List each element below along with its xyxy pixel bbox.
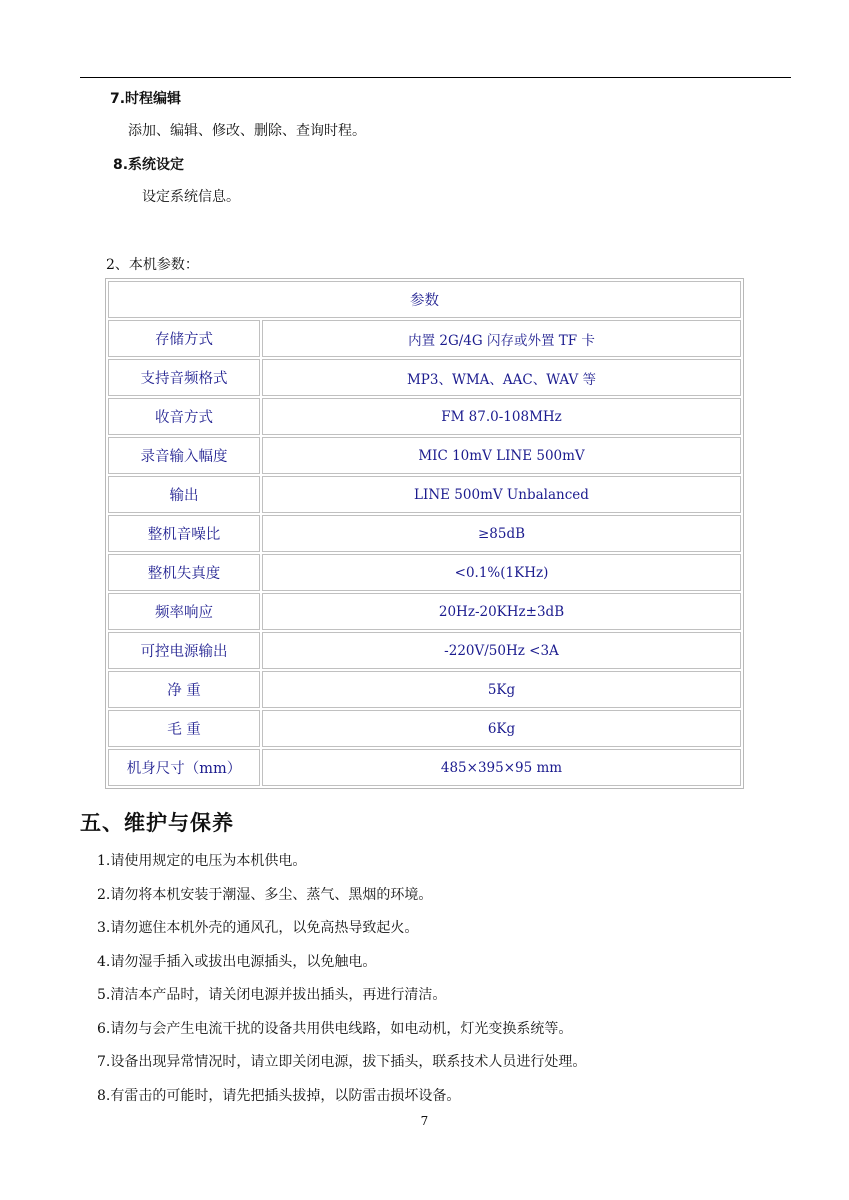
- param-name: 频率响应: [108, 593, 260, 630]
- param-name: 整机失真度: [108, 554, 260, 591]
- param-value: 20Hz-20KHz±3dB: [262, 593, 741, 630]
- param-value: 内置 2G/4G 闪存或外置 TF 卡: [262, 320, 741, 357]
- param-value: 5Kg: [262, 671, 741, 708]
- list-item: 1.请使用规定的电压为本机供电。: [97, 853, 307, 869]
- param-value: 6Kg: [262, 710, 741, 747]
- table-row: [108, 476, 741, 513]
- table-row: [108, 593, 741, 630]
- section8-heading: 8.系统设定: [113, 157, 185, 173]
- table-row: [108, 437, 741, 474]
- table-header: 参数: [108, 281, 741, 318]
- table-row: [108, 320, 741, 357]
- table-row: [108, 632, 741, 669]
- param-value: MIC 10mV LINE 500mV: [262, 437, 741, 474]
- section7-heading: 7.时程编辑: [110, 91, 182, 107]
- list-item: 2.请勿将本机安装于潮湿、多尘、蒸气、黑烟的环境。: [97, 886, 433, 903]
- page-number: 7: [420, 1114, 429, 1128]
- param-value: FM 87.0-108MHz: [262, 398, 741, 435]
- param-name: 录音输入幅度: [108, 437, 260, 474]
- table-row: [108, 749, 741, 786]
- table-row: [108, 398, 741, 435]
- table-row: [108, 710, 741, 747]
- list-item: 8.有雷击的可能时，请先把插头拔掉，以防雷击损坏设备。: [97, 1087, 461, 1104]
- section5-heading: 五、维护与保养: [80, 811, 234, 835]
- section7-text: 添加、编辑、修改、删除、查询时程。: [128, 123, 366, 139]
- param-value: ≥85dB: [262, 515, 741, 552]
- param-name: 毛 重: [108, 710, 260, 747]
- param-value: 485×395×95 mm: [262, 749, 741, 786]
- param-name: 机身尺寸（mm）: [108, 749, 260, 786]
- param-value: MP3、WMA、AAC、WAV 等: [262, 359, 741, 396]
- table-row: [108, 671, 741, 708]
- list-item: 7.设备出现异常情况时，请立即关闭电源，拔下插头，联系技术人员进行处理。: [97, 1054, 587, 1070]
- table-row: [108, 515, 741, 552]
- param-name: 整机音噪比: [108, 515, 260, 552]
- maintenance-list: [97, 851, 586, 1119]
- section8-text: 设定系统信息。: [142, 189, 240, 205]
- params-table: [105, 278, 744, 789]
- param-name: 净 重: [108, 671, 260, 708]
- param-value: -220V/50Hz <3A: [262, 632, 741, 669]
- table-header-row: [108, 281, 741, 318]
- table-row: [108, 554, 741, 591]
- table-row: [108, 359, 741, 396]
- param-name: 输出: [108, 476, 260, 513]
- param-name: 支持音频格式: [108, 359, 260, 396]
- list-item: 6.请勿与会产生电流干扰的设备共用供电线路，如电动机，灯光变换系统等。: [97, 1020, 573, 1037]
- params-intro: 2、本机参数：: [106, 257, 199, 273]
- param-value: LINE 500mV Unbalanced: [262, 476, 741, 513]
- param-name: 存储方式: [108, 320, 260, 357]
- header-rule: [80, 77, 791, 78]
- param-name: 收音方式: [108, 398, 260, 435]
- list-item: 3.请勿遮住本机外壳的通风孔，以免高热导致起火。: [97, 920, 419, 936]
- list-item: 5.清洁本产品时，请关闭电源并拔出插头，再进行清洁。: [97, 987, 447, 1003]
- param-name: 可控电源输出: [108, 632, 260, 669]
- param-value: <0.1%(1KHz): [262, 554, 741, 591]
- list-item: 4.请勿湿手插入或拔出电源插头，以免触电。: [97, 953, 377, 970]
